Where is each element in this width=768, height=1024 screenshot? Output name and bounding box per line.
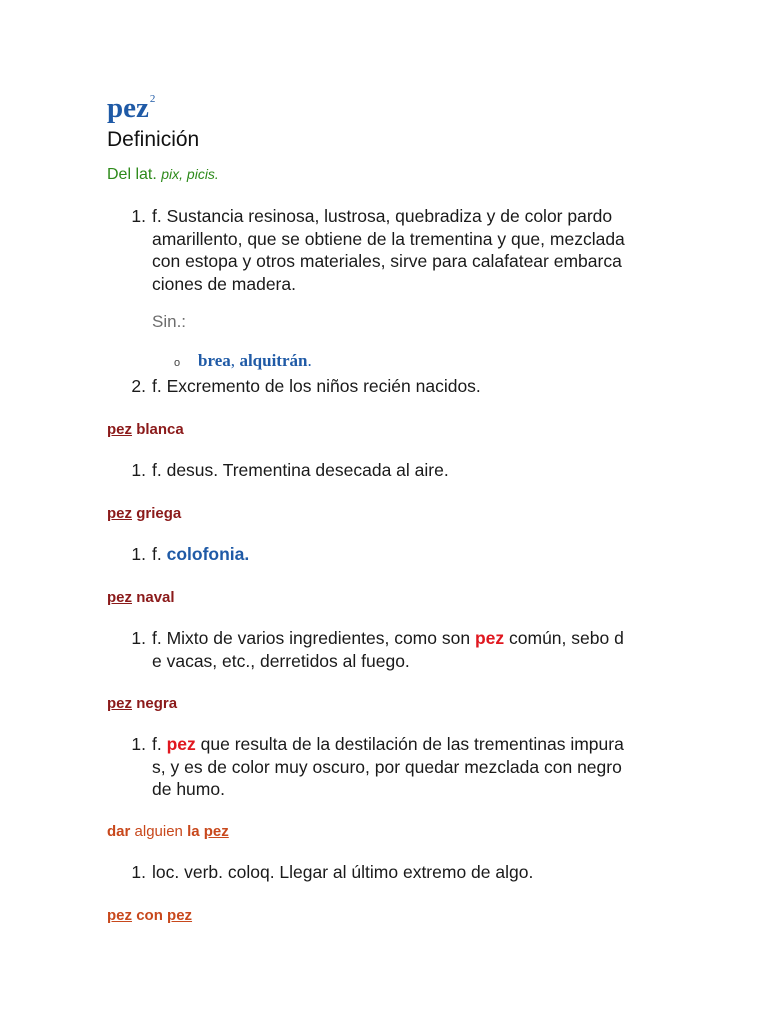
headword-rest: negra bbox=[136, 695, 178, 712]
sense-line: amarillento, que se obtiene de la trementina y que, mezclada bbox=[152, 228, 625, 249]
phrase-word: dar bbox=[107, 823, 131, 840]
headword: pez bbox=[107, 421, 133, 438]
sense-text bbox=[152, 733, 624, 801]
sense-number: 1. bbox=[131, 734, 146, 754]
highlight-word: pez bbox=[474, 628, 505, 648]
phrase-word: pez bbox=[167, 907, 193, 924]
subentry-heading[interactable] bbox=[107, 695, 177, 712]
sense-text: f. desus. Trementina desecada al aire. bbox=[152, 460, 449, 480]
subentry-heading[interactable] bbox=[107, 589, 175, 606]
phrase-word: con bbox=[136, 907, 163, 924]
definition-heading: Definición bbox=[107, 128, 200, 151]
phrase-word: pez bbox=[107, 907, 133, 924]
synonym-separator: , bbox=[230, 351, 235, 370]
etymology-origin: pix, picis. bbox=[161, 166, 219, 182]
text-run: común, sebo d bbox=[509, 628, 624, 648]
sense-line: con estopa y otros materiales, sirve para calafatear embarca bbox=[152, 251, 622, 271]
sense-line bbox=[152, 733, 624, 756]
highlight-word: pez bbox=[166, 734, 196, 754]
sense-number: 1. bbox=[131, 544, 146, 564]
synonyms-label: Sin.: bbox=[152, 312, 187, 331]
phrase-word: alguien bbox=[134, 823, 183, 840]
phrase-word: pez bbox=[203, 823, 229, 840]
etymology-prefix: Del lat. bbox=[107, 166, 157, 183]
sense-text bbox=[152, 627, 624, 672]
crossref-link[interactable]: colofonia. bbox=[166, 544, 250, 564]
text-run: f. Mixto de varios ingredientes, como son bbox=[152, 628, 471, 648]
sense-line: f. Sustancia resinosa, lustrosa, quebradiza y de color pardo bbox=[152, 206, 613, 226]
phrase-heading[interactable] bbox=[107, 823, 229, 840]
text-run: que resulta de la destilación de las trementinas impura bbox=[200, 734, 624, 754]
text-run: f. bbox=[152, 734, 162, 754]
synonym-link[interactable]: brea bbox=[198, 351, 231, 370]
sense-number: 1. bbox=[131, 460, 146, 480]
subentry-heading[interactable] bbox=[107, 505, 181, 522]
sense-line bbox=[152, 627, 624, 650]
bullet-icon: o bbox=[174, 357, 181, 369]
synonym-link[interactable]: alquitrán bbox=[239, 351, 308, 370]
sense-number: 2. bbox=[131, 376, 146, 396]
etymology bbox=[107, 166, 219, 184]
headword: pez bbox=[107, 695, 133, 712]
entry-word: pez bbox=[107, 92, 149, 124]
subentry-heading[interactable] bbox=[107, 421, 184, 438]
headword: pez bbox=[107, 505, 133, 522]
sense-text: loc. verb. coloq. Llegar al último extremo de algo. bbox=[152, 862, 534, 882]
synonym-list bbox=[198, 351, 312, 371]
sense-text bbox=[152, 205, 625, 295]
phrase-heading[interactable] bbox=[107, 907, 192, 924]
sense-number: 1. bbox=[131, 862, 146, 882]
headword-rest: griega bbox=[136, 505, 182, 522]
sense-prefix: f. bbox=[152, 544, 162, 564]
sense-text: f. Excremento de los niños recién nacidos. bbox=[152, 376, 481, 396]
homonym-number: 2 bbox=[149, 93, 156, 105]
sense-number: 1. bbox=[131, 628, 146, 648]
entry-title bbox=[107, 92, 155, 125]
sense-number: 1. bbox=[131, 206, 146, 226]
sense-line: ciones de madera. bbox=[152, 273, 296, 294]
phrase-word: la bbox=[187, 823, 200, 840]
headword-rest: blanca bbox=[136, 421, 184, 438]
sense-text bbox=[152, 543, 249, 566]
headword-rest: naval bbox=[136, 589, 175, 606]
sense-line: s, y es de color muy oscuro, por quedar mezclada con negro bbox=[152, 756, 622, 777]
synonym-end: . bbox=[307, 351, 312, 370]
sense-line: e vacas, etc., derretidos al fuego. bbox=[152, 650, 410, 671]
headword: pez bbox=[107, 589, 133, 606]
sense-line: de humo. bbox=[152, 779, 225, 799]
